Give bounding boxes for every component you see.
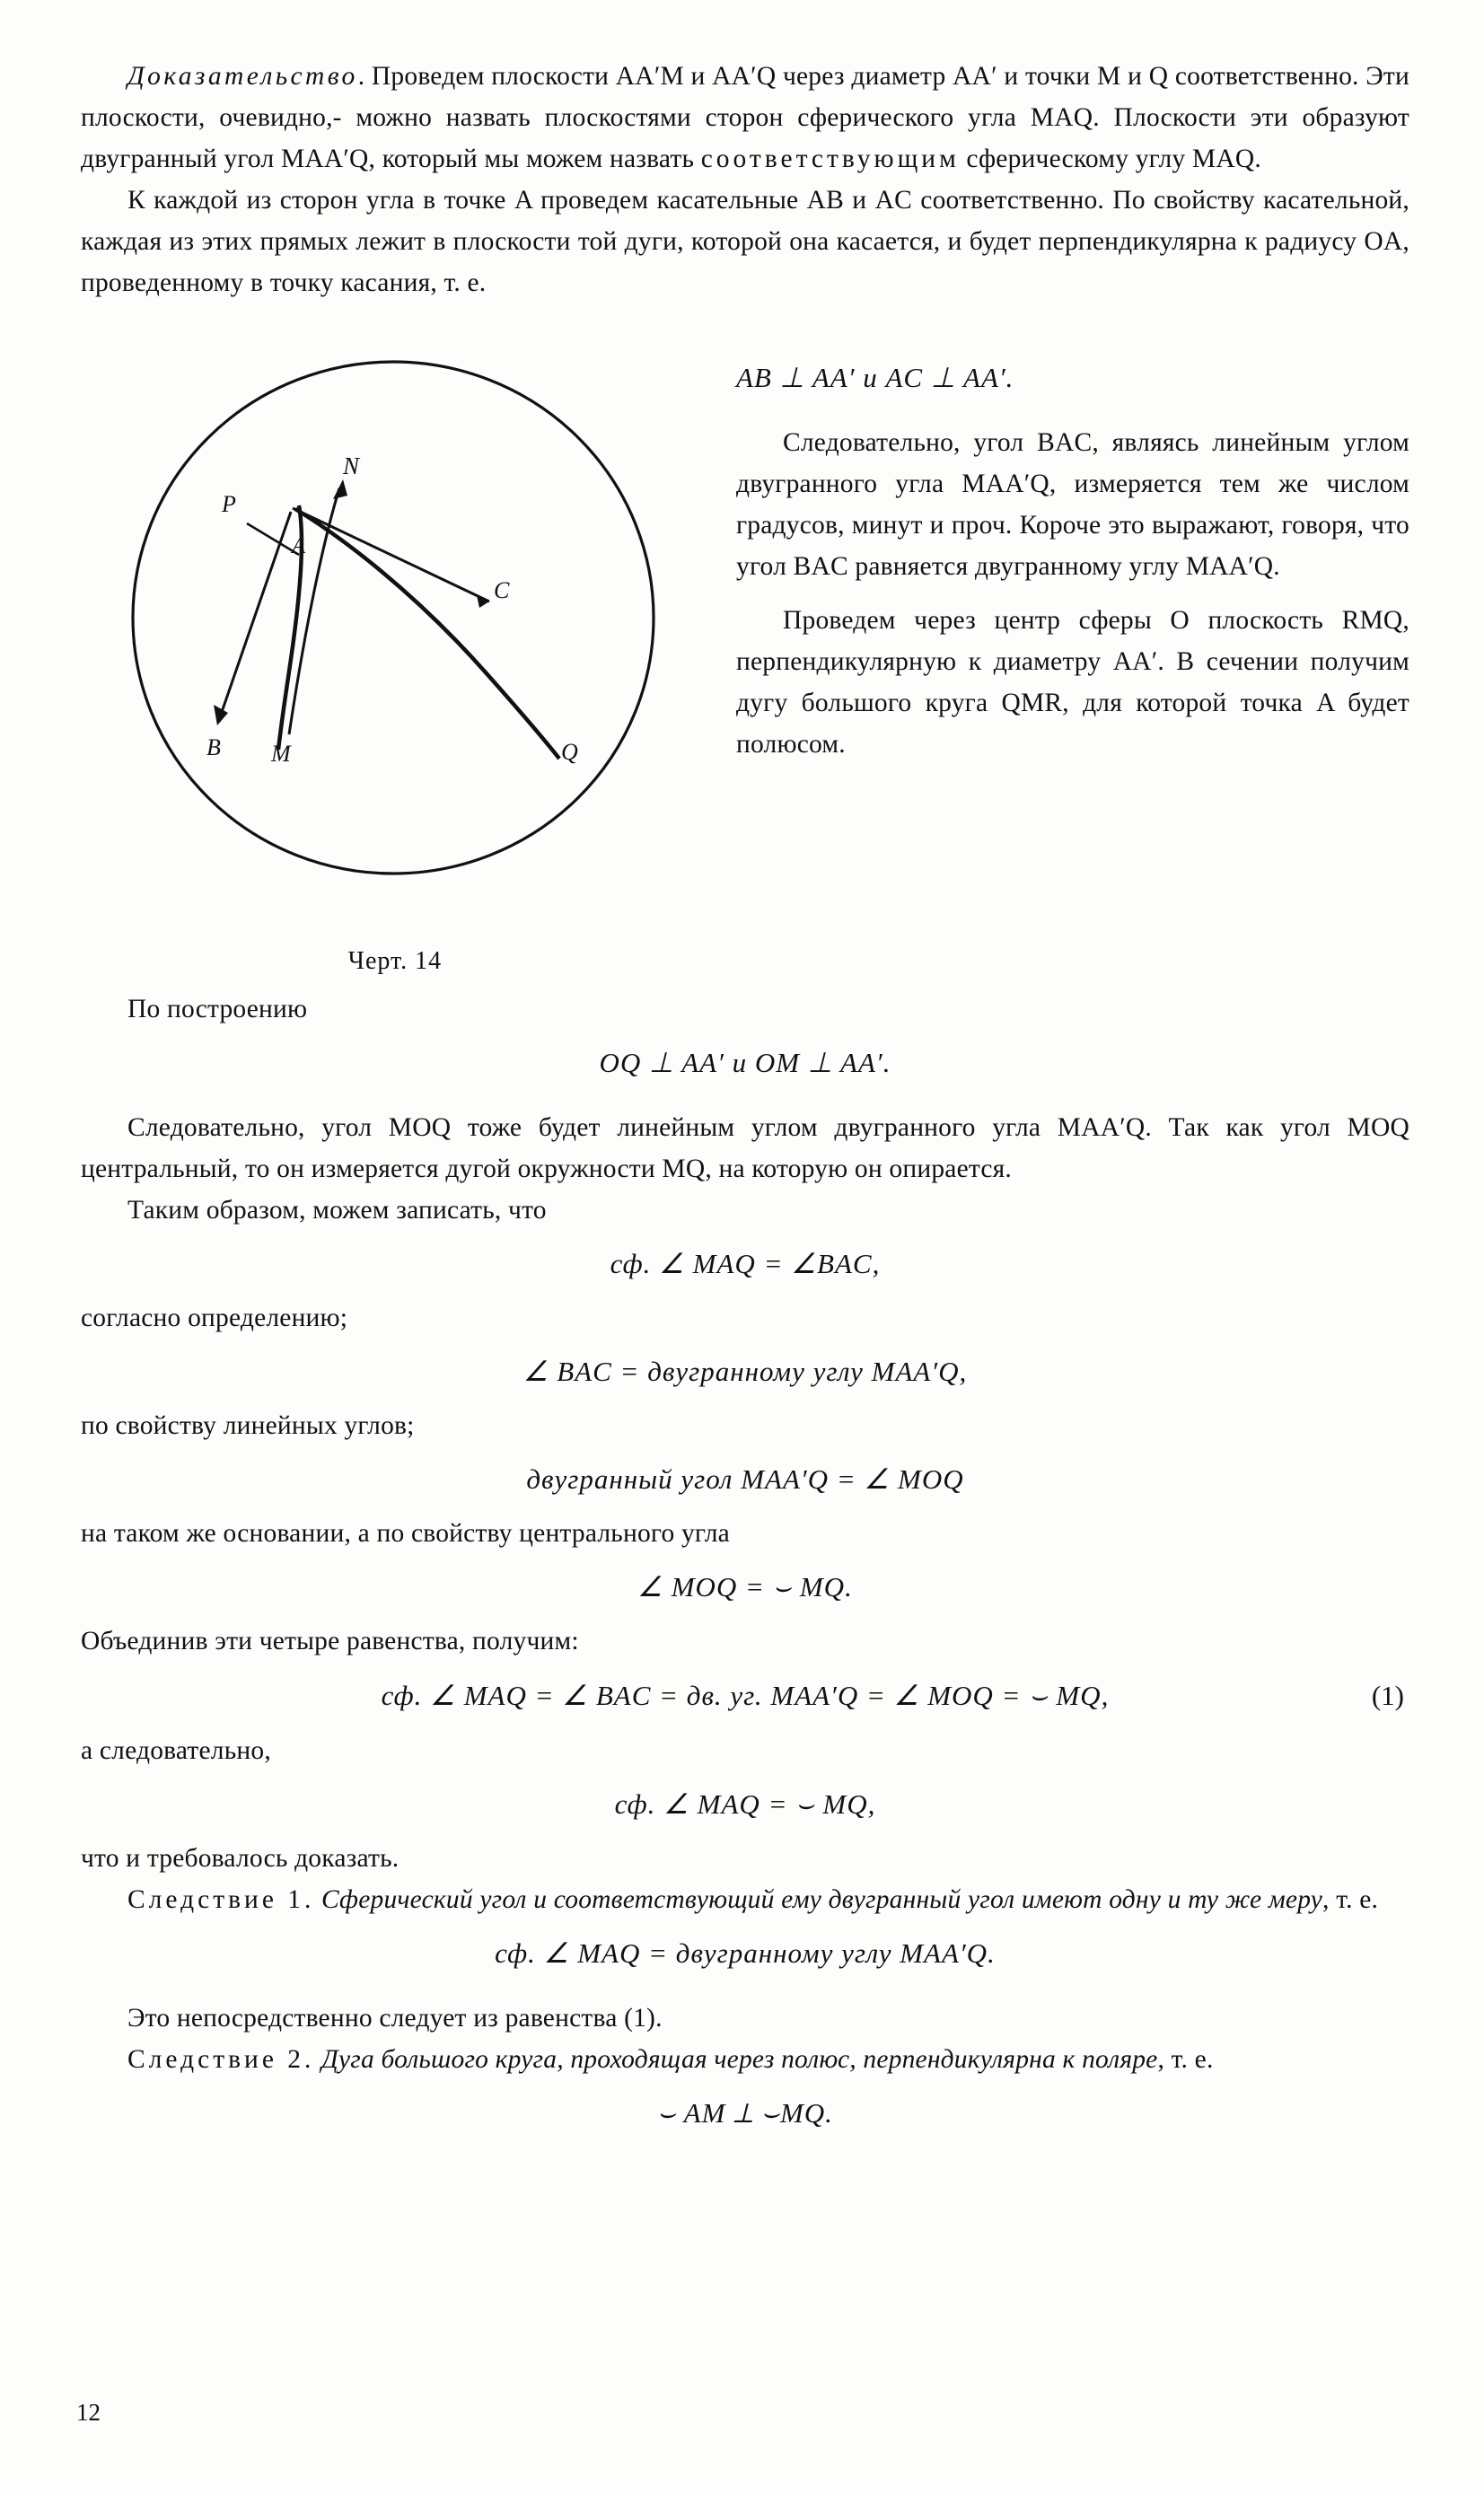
proof-lead-label: Доказательство	[127, 62, 358, 91]
equation-dihedral-moq: двугранный угол MAA′Q = ∠ MOQ	[526, 1463, 964, 1495]
paragraph-moq-linear: Следовательно, угол MOQ тоже будет линейным углом двугранного угла MAA′Q. Так как угол MOQ центральный, то он измеряется дугой окружности MQ, на которую он опирается.	[81, 1113, 1409, 1183]
paragraph-bac-linear-angle: Следовательно, угол BAC, являясь линейным углом двугранного угла MAA′Q, измеряется тем же числом градусов, минут и проч. Короче это выражают, говоря, что угол BAC равняется двугранному углу MAA′Q.	[736, 428, 1409, 581]
paragraph-same-basis: на таком же основании, а по свойству центрального угла	[81, 1519, 730, 1548]
sphere-diagram	[81, 312, 709, 941]
svg-text:B: B	[206, 734, 221, 760]
proof-emphasis: соответствующим	[700, 145, 960, 173]
corollary-1-statement: Сферический угол и соответствующий ему двугранный угол имеют одну и ту же меру	[314, 1885, 1323, 1914]
paragraph-by-construction: По построению	[127, 995, 308, 1023]
svg-text:C: C	[494, 577, 510, 603]
equation-ab-perp: AB ⊥ AA′ и AC ⊥ AA′.	[736, 362, 1014, 393]
paragraph-plane-rmq: Проведем через центр сферы O плоскость RMQ, перпендикулярную к диаметру AA′. В сечении получим дугу большого круга QMR, для которой точка A будет полюсом.	[736, 606, 1409, 759]
figure-14	[81, 312, 709, 976]
corollary-1-label: Следствие 1.	[127, 1885, 315, 1914]
paragraph-tangents: К каждой из сторон угла в точке A проведем касательные AB и AC соответственно. По свойству касательной, каждая из этих прямых лежит в плоскости той дуги, которой она касается, и будет перпендикулярна к радиусу OA, проведенному в точку касания, т. е.	[81, 186, 1409, 297]
equation-number: (1)	[1371, 1680, 1404, 1711]
paragraph-follows-from-1: Это непосредственно следует из равенства (1).	[127, 2004, 663, 2033]
paragraph-qed: что и требовалось доказать.	[81, 1844, 400, 1873]
equation-sph-maq-bac: сф. ∠ MAQ = ∠BAC,	[610, 1248, 881, 1279]
equation-corollary-1: сф. ∠ MAQ = двугранному углу MAA′Q.	[495, 1937, 996, 1969]
equation-bac-dihedral: ∠ BAC = двугранному углу MAA′Q,	[522, 1356, 968, 1387]
paragraph-corollary-2	[81, 2039, 1409, 2080]
paragraph-combine-equalities: Объединив эти четыре равенства, получим:	[81, 1627, 579, 1655]
svg-text:P: P	[222, 491, 236, 517]
page-number: 12	[76, 2399, 101, 2426]
corollary-1-tail: , т. е.	[1322, 1885, 1379, 1914]
equation-corollary-2: ⌣ AM ⊥ ⌣MQ.	[657, 2097, 833, 2129]
paragraph-linear-angles-property: по свойству линейных углов;	[81, 1411, 415, 1440]
paragraph-by-definition: согласно определению;	[81, 1304, 348, 1332]
page-content	[81, 56, 1409, 2134]
paragraph-proof-intro	[81, 56, 1409, 180]
proof-intro-text: . Проведем плоскости AA′M и AA′Q через диаметр AA′ и точки M и Q соответственно. Эти плоскости, очевидно,- можно назвать плоскостями сторон сферического угла MAQ. Плоскости эти образуют двугранный угол MAA′Q, который мы можем назвать	[81, 62, 1409, 173]
equation-chain-line	[81, 1674, 1409, 1717]
equation-oq-perp: OQ ⊥ AA′ и OM ⊥ AA′.	[599, 1047, 891, 1078]
corollary-2-tail: , т. е.	[1157, 2045, 1214, 2074]
equation-moq-arc: ∠ MOQ = ⌣ MQ.	[637, 1571, 853, 1603]
equation-final: сф. ∠ MAQ = ⌣ MQ,	[614, 1788, 876, 1820]
paragraph-hence: а следовательно,	[81, 1736, 271, 1765]
corollary-2-label: Следствие 2.	[127, 2045, 315, 2074]
figure-caption: Черт. 14	[347, 947, 443, 975]
svg-text:Q: Q	[561, 739, 578, 765]
svg-text:M: M	[271, 741, 291, 767]
svg-text:A: A	[292, 534, 306, 558]
equation-chain: сф. ∠ MAQ = ∠ BAC = дв. уг. MAA′Q = ∠ MOQ = ⌣ MQ,	[381, 1680, 1110, 1711]
figure-with-text	[81, 303, 1409, 975]
proof-intro-tail: сферическому углу MAQ.	[959, 145, 1261, 173]
svg-text:N: N	[343, 452, 360, 479]
corollary-2-statement: Дуга большого круга, проходящая через полюс, перпендикулярна к поляре	[314, 2045, 1158, 2074]
paragraph-corollary-1	[81, 1879, 1409, 1920]
paragraph-thus-write: Таким образом, можем записать, что	[127, 1196, 547, 1225]
